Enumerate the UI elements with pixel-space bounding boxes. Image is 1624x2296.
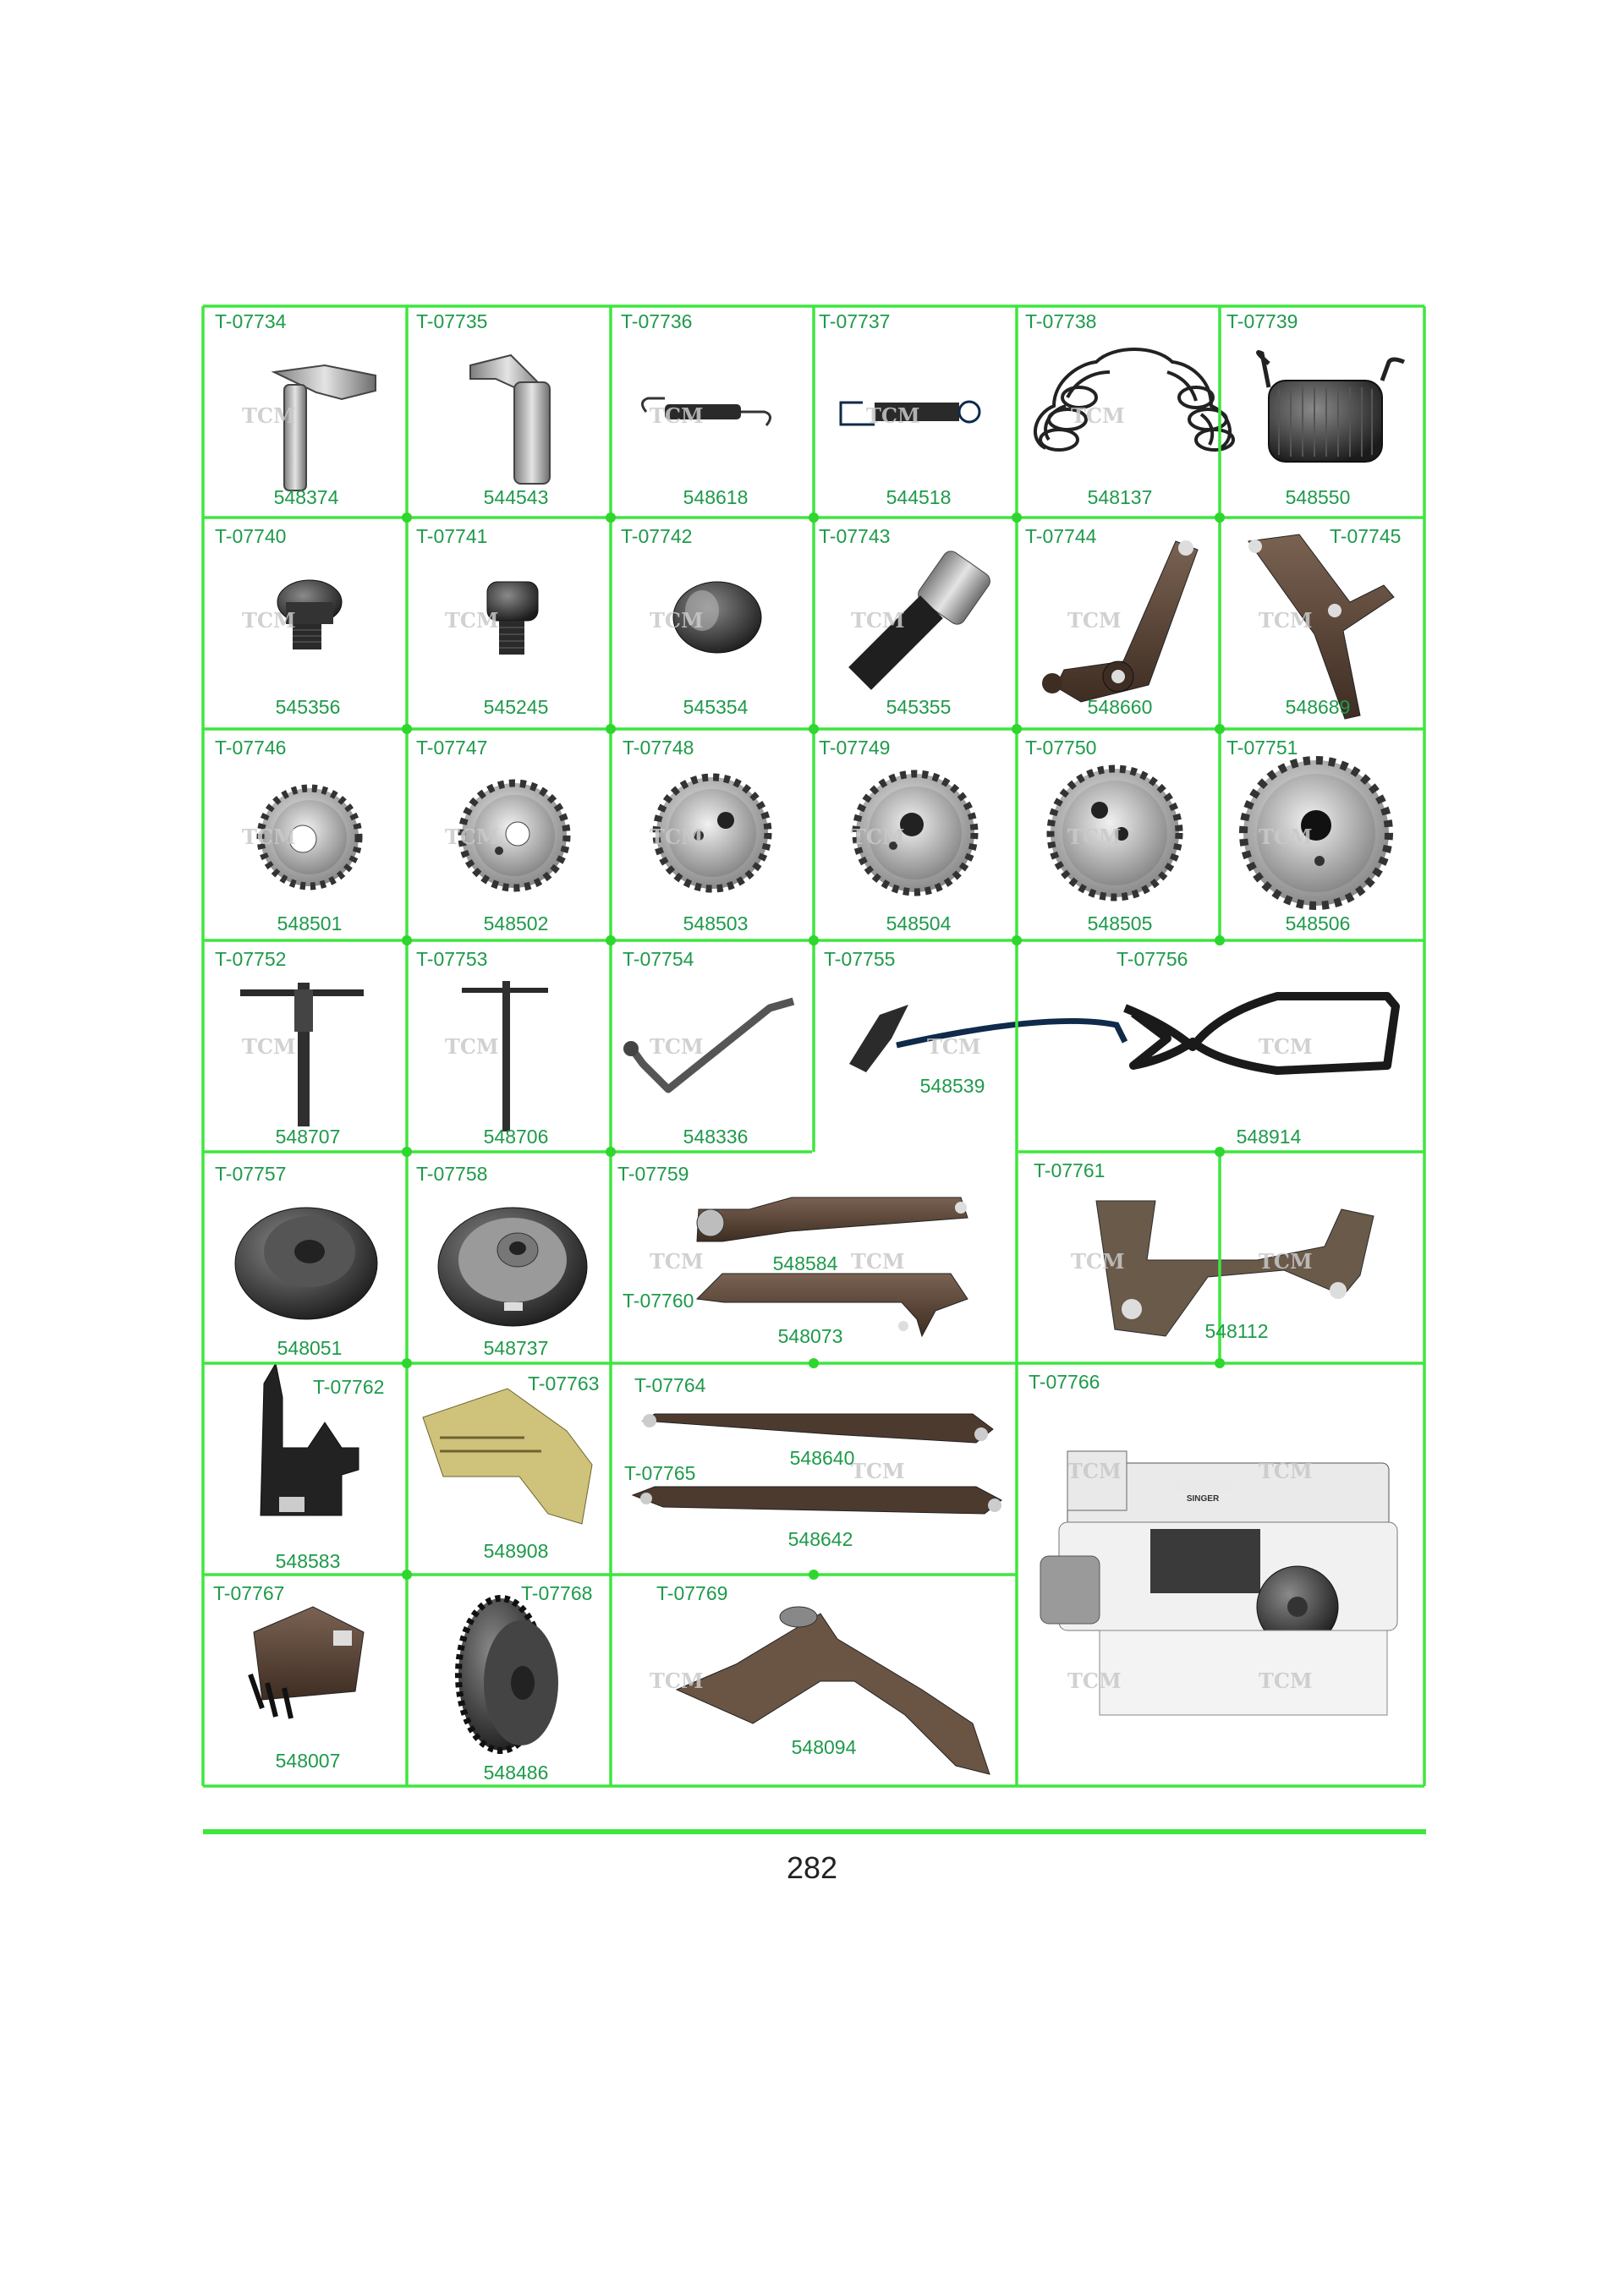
item-code: T-07754: [623, 948, 694, 970]
part-number: 548073: [777, 1325, 843, 1347]
part-number: 548137: [1087, 486, 1153, 508]
lever-shaft-icon: [274, 365, 376, 490]
item-code: T-07760: [623, 1290, 694, 1312]
item-code: T-07734: [215, 310, 287, 332]
watermark-text: TCM: [851, 608, 905, 633]
part-number: 548486: [483, 1762, 549, 1784]
part-number: 545356: [275, 696, 341, 718]
watermark-text: TCM: [242, 1034, 296, 1059]
watermark-text: TCM: [1067, 825, 1122, 849]
part-number: 548908: [483, 1540, 549, 1562]
part-number: 548112: [1204, 1320, 1269, 1342]
tongs-icon: [1125, 996, 1396, 1071]
item-code: T-07751: [1226, 737, 1298, 759]
watermark-text: TCM: [1259, 1249, 1313, 1274]
part-number: 548737: [483, 1337, 549, 1359]
item-code: T-07747: [416, 737, 488, 759]
part-number: 548007: [275, 1750, 341, 1772]
watermark-text: TCM: [1067, 1669, 1122, 1693]
watermark-text: TCM: [927, 1034, 981, 1059]
cover-plate-icon: [423, 1389, 592, 1524]
part-number: 548640: [789, 1447, 855, 1469]
part-number: 548689: [1285, 696, 1351, 718]
flat-lever-icon: [697, 1197, 968, 1241]
connecting-rod-icon: [633, 1487, 1001, 1514]
watermark-text: TCM: [866, 403, 920, 428]
item-code: T-07764: [634, 1374, 706, 1396]
part-number: 548374: [273, 486, 339, 508]
part-number: 545245: [483, 696, 549, 718]
watermark-text: TCM: [650, 403, 704, 428]
item-code: T-07737: [819, 310, 891, 332]
part-number: 548503: [683, 912, 749, 934]
watermark-text: TCM: [242, 608, 296, 633]
item-code: T-07761: [1034, 1159, 1106, 1181]
lever-shaft-icon: [470, 355, 550, 484]
item-code: T-07742: [621, 525, 693, 547]
part-number: 548505: [1087, 912, 1153, 934]
item-code: T-07743: [819, 525, 891, 547]
part-number: 548584: [772, 1252, 838, 1274]
watermark-text: TCM: [650, 1034, 704, 1059]
part-number: 548336: [683, 1126, 749, 1148]
item-code: T-07755: [824, 948, 896, 970]
watermark-text: TCM: [1259, 1669, 1313, 1693]
watermark-text: TCM: [650, 1669, 704, 1693]
machine-brand-text: SINGER: [1186, 1494, 1220, 1504]
part-number: 548051: [277, 1337, 343, 1359]
pulley-icon: [438, 1208, 587, 1326]
item-code: T-07748: [623, 737, 694, 759]
item-code: T-07738: [1025, 310, 1097, 332]
item-code: T-07750: [1025, 737, 1097, 759]
watermark-text: TCM: [1259, 1034, 1313, 1059]
part-number: 548706: [483, 1126, 549, 1148]
item-code: T-07753: [416, 948, 488, 970]
page-number: 282: [786, 1850, 838, 1885]
bracket-lever-icon: [1096, 1201, 1374, 1336]
item-code: T-07749: [819, 737, 891, 759]
gear-pulley-icon: [458, 1598, 558, 1751]
part-number: 548506: [1285, 912, 1351, 934]
item-code: T-07765: [624, 1462, 696, 1484]
part-number: 548504: [886, 912, 952, 934]
watermark-text: TCM: [650, 608, 704, 633]
watermark-text: TCM: [242, 825, 296, 849]
part-number: 548502: [483, 912, 549, 934]
item-code: T-07740: [215, 525, 287, 547]
watermark-text: TCM: [1259, 1459, 1313, 1483]
item-code: T-07752: [215, 948, 287, 970]
part-number: 544518: [886, 486, 952, 508]
watermark-text: TCM: [851, 1249, 905, 1274]
part-number: 548583: [275, 1550, 341, 1572]
item-code: T-07758: [416, 1163, 488, 1185]
watermark-text: TCM: [1259, 608, 1313, 633]
watermark-text: TCM: [851, 1459, 905, 1483]
part-number: 548618: [683, 486, 749, 508]
item-code: T-07766: [1029, 1371, 1100, 1393]
part-number: 545354: [683, 696, 749, 718]
watermark-text: TCM: [851, 825, 905, 849]
item-code: T-07741: [416, 525, 488, 547]
bevel-gear-icon: [250, 1607, 364, 1718]
item-code: T-07769: [656, 1582, 728, 1604]
watermark-text: TCM: [1067, 1459, 1122, 1483]
part-number: 548642: [787, 1528, 853, 1550]
watermark-text: TCM: [650, 825, 704, 849]
part-number: 544543: [483, 486, 549, 508]
part-number: 548094: [791, 1736, 857, 1758]
coil-spring-icon: [1035, 349, 1233, 450]
part-number: 548660: [1087, 696, 1153, 718]
item-code: T-07759: [617, 1163, 689, 1185]
watermark-text: TCM: [445, 1034, 499, 1059]
rod-lever-icon: [849, 1005, 1125, 1072]
item-code: T-07762: [313, 1376, 385, 1398]
torsion-spring-icon: [1259, 353, 1405, 463]
item-code: T-07744: [1025, 525, 1097, 547]
watermark-text: TCM: [1259, 825, 1313, 849]
item-code: T-07757: [215, 1163, 287, 1185]
item-code: T-07739: [1226, 310, 1298, 332]
item-code: T-07735: [416, 310, 488, 332]
watermark-text: TCM: [1071, 1249, 1125, 1274]
watermark-text: TCM: [1071, 403, 1125, 428]
watermark-text: TCM: [650, 1249, 704, 1274]
part-number: 545355: [886, 696, 952, 718]
part-number: 548707: [275, 1126, 341, 1148]
connecting-rod-icon: [643, 1414, 993, 1443]
watermark-text: TCM: [445, 825, 499, 849]
part-number: 548914: [1236, 1126, 1302, 1148]
item-code: T-07736: [621, 310, 693, 332]
watermark-text: TCM: [242, 403, 296, 428]
part-number: 548550: [1285, 486, 1351, 508]
item-code: T-07746: [215, 737, 287, 759]
item-code: T-07767: [213, 1582, 285, 1604]
item-code: T-07745: [1330, 525, 1402, 547]
pulley-icon: [235, 1208, 377, 1319]
watermark-text: TCM: [445, 608, 499, 633]
part-number: 548539: [919, 1075, 985, 1097]
part-number: 548501: [277, 912, 343, 934]
item-code: T-07756: [1116, 948, 1188, 970]
watermark-text: TCM: [1067, 608, 1122, 633]
item-code: T-07768: [521, 1582, 593, 1604]
item-code: T-07763: [528, 1373, 600, 1395]
